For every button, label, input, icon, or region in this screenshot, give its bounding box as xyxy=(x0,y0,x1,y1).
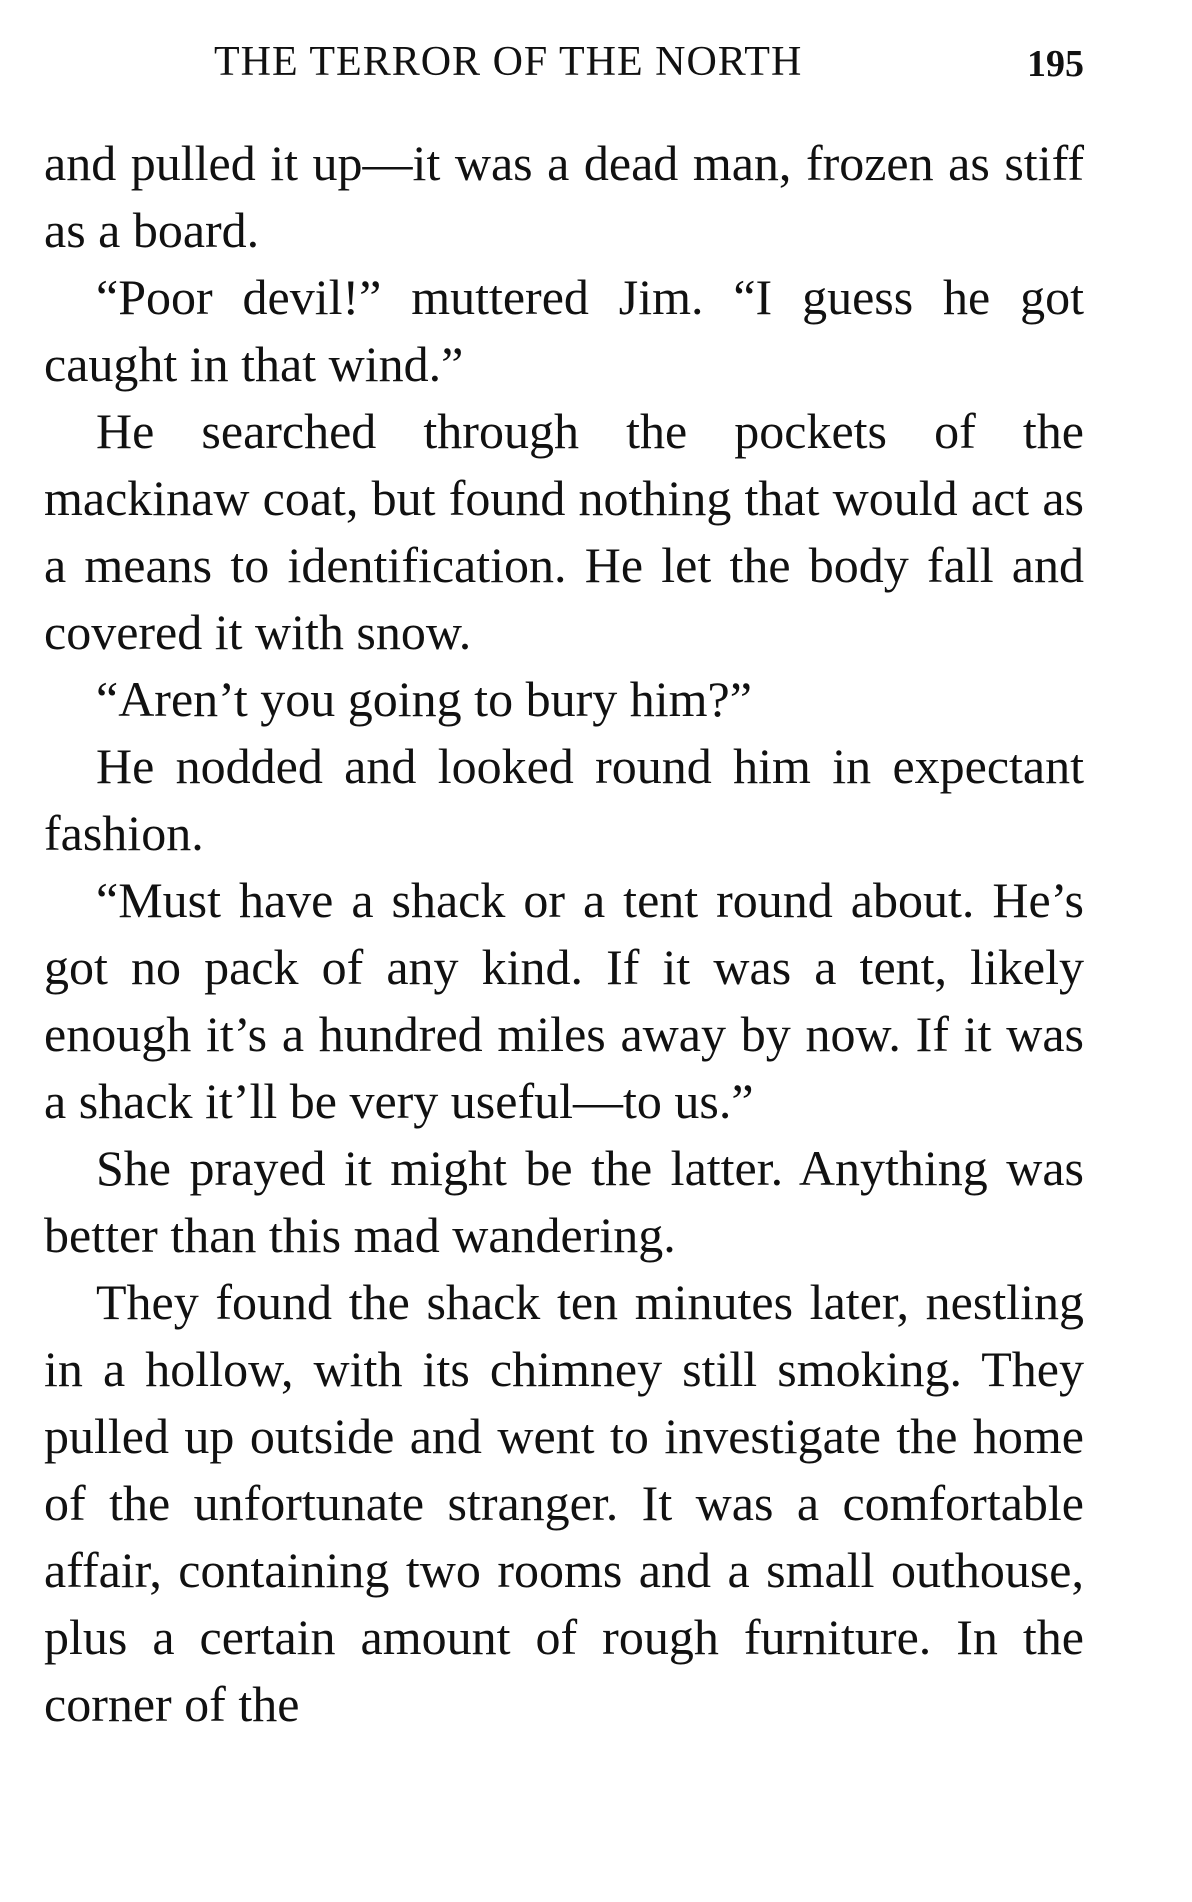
paragraph: “Must have a shack or a tent round about. He’s got no pack of any kind. If it was a tent, likely enough it’s a hundred miles away by now. If it was a shack it’ll be very useful—to us.” xyxy=(44,872,1084,1129)
body-text xyxy=(44,130,1084,1738)
paragraph: He nodded and looked round him in expectant fashion. xyxy=(44,738,1084,861)
page-number: 195 xyxy=(1027,43,1084,85)
book-page xyxy=(44,0,1084,1902)
running-title: THE TERROR OF THE NORTH xyxy=(214,39,803,85)
paragraph-continued: and pulled it up—it was a dead man, frozen as stiff as a board. xyxy=(44,135,1084,258)
paragraph: They found the shack ten minutes later, nestling in a hollow, with its chimney still smoking. They pulled up outside and went to investigate the home of the unfortunate stranger. It was a comfortable affair, containing two rooms and a small outhouse, plus a certain amount of rough furniture. In the corner of the xyxy=(44,1274,1084,1732)
paragraph: “Aren’t you going to bury him?” xyxy=(96,671,752,727)
paragraph: He searched through the pockets of the mackinaw coat, but found nothing that would act as a means to identification. He let the body fall and covered it with snow. xyxy=(44,403,1084,660)
running-head xyxy=(44,38,1084,98)
paragraph: She prayed it might be the latter. Anything was better than this mad wandering. xyxy=(44,1140,1084,1263)
paragraph: “Poor devil!” muttered Jim. “I guess he got caught in that wind.” xyxy=(44,269,1084,392)
